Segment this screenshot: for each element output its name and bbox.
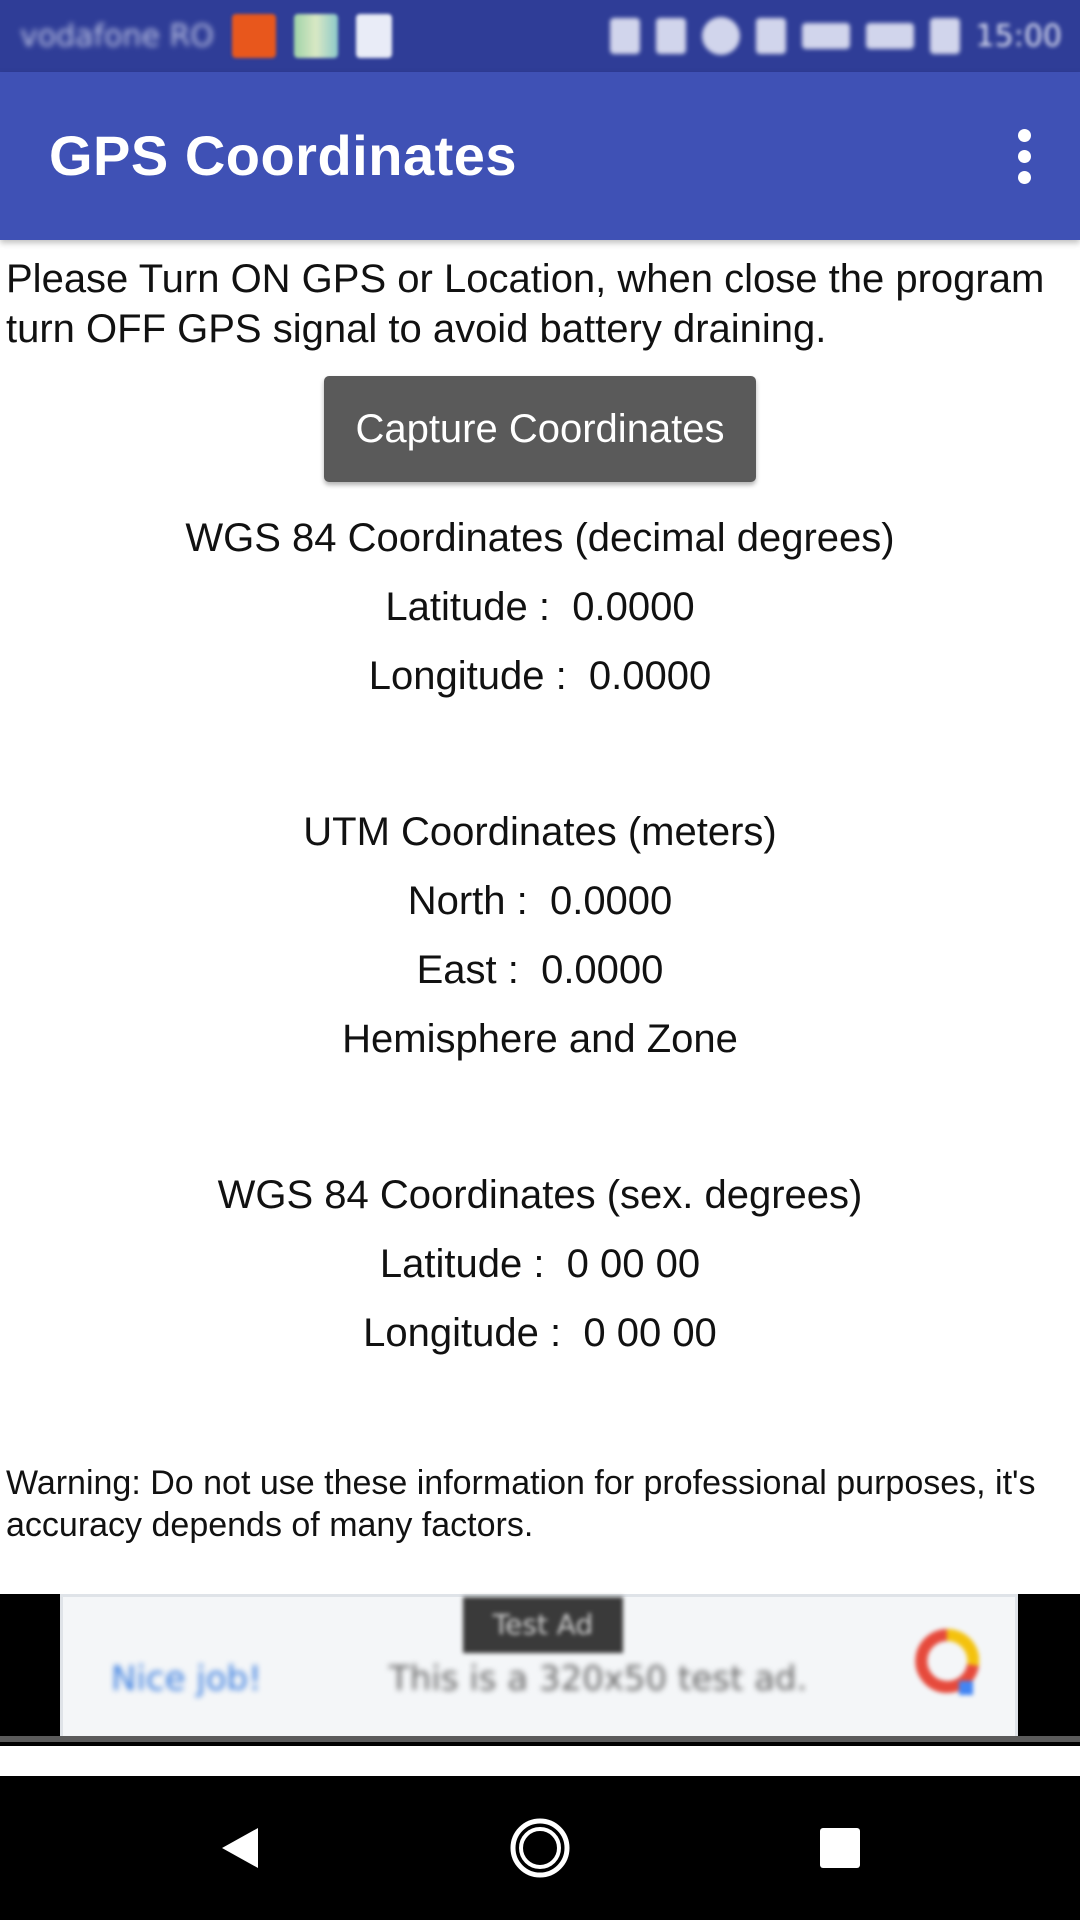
- utm-east: East : 0.0000: [416, 948, 664, 992]
- ad-logo-icon: [915, 1629, 979, 1701]
- app-title: GPS Coordinates: [49, 124, 518, 187]
- wgs-sex-latitude: Latitude : 0 00 00: [379, 1242, 701, 1286]
- utm-heading: UTM Coordinates (meters): [303, 810, 777, 854]
- home-icon[interactable]: [460, 1776, 620, 1920]
- ad-headline: Nice job!: [111, 1659, 262, 1699]
- app-bar: [0, 72, 1080, 240]
- status-right: [610, 14, 1062, 58]
- battery-icon: [930, 18, 960, 54]
- back-triangle: [218, 1824, 262, 1872]
- wgs-decimal-longitude: Longitude : 0.0000: [368, 654, 712, 698]
- wgs-decimal-latitude: Latitude : 0.0000: [385, 585, 695, 629]
- navigation-bar: [0, 1776, 1080, 1920]
- location-icon: [610, 18, 640, 54]
- wgs-sex-heading: WGS 84 Coordinates (sex. degrees): [217, 1173, 863, 1217]
- wifi-icon: [802, 23, 850, 49]
- back-icon[interactable]: [160, 1776, 320, 1920]
- wgs-sex-longitude: Longitude : 0 00 00: [363, 1311, 717, 1355]
- notification-image-icon: [294, 14, 338, 58]
- recents-icon[interactable]: [760, 1776, 920, 1920]
- status-bar: [0, 0, 1080, 72]
- overflow-dot: [1018, 150, 1031, 163]
- ad-tag: Test Ad: [463, 1597, 623, 1653]
- bluetooth-icon: [656, 18, 686, 54]
- ad-banner[interactable]: [60, 1594, 1018, 1742]
- notification-app-icon: [232, 14, 276, 58]
- notification-sd-card-icon: [356, 14, 392, 58]
- vibrate-icon: [756, 18, 786, 54]
- utm-north: North : 0.0000: [407, 879, 673, 923]
- ad-divider: [0, 1736, 1080, 1742]
- more-vert-icon[interactable]: [994, 126, 1054, 186]
- overflow-dot: [1018, 171, 1031, 184]
- wgs-decimal-heading: WGS 84 Coordinates (decimal degrees): [185, 516, 895, 560]
- ad-banner-area: [0, 1594, 1080, 1746]
- carrier-label: vodafone RO: [20, 18, 214, 54]
- warning-text: Warning: Do not use these information for professional purposes, it's accuracy depends of many factors.: [6, 1464, 1036, 1544]
- signal-icon: [866, 23, 914, 49]
- recents-square: [818, 1826, 862, 1870]
- capture-coordinates-button[interactable]: Capture Coordinates: [324, 376, 756, 482]
- ad-body: This is a 320x50 test ad.: [389, 1659, 808, 1699]
- home-circle: [509, 1817, 571, 1879]
- status-time: 15:00: [975, 18, 1062, 54]
- intro-text: Please Turn ON GPS or Location, when close the program turn OFF GPS signal to avoid battery draining.: [6, 257, 1045, 351]
- status-left: [20, 14, 392, 58]
- sync-icon: [702, 17, 740, 55]
- overflow-dot: [1018, 129, 1031, 142]
- utm-hemisphere-zone: Hemisphere and Zone: [342, 1017, 738, 1061]
